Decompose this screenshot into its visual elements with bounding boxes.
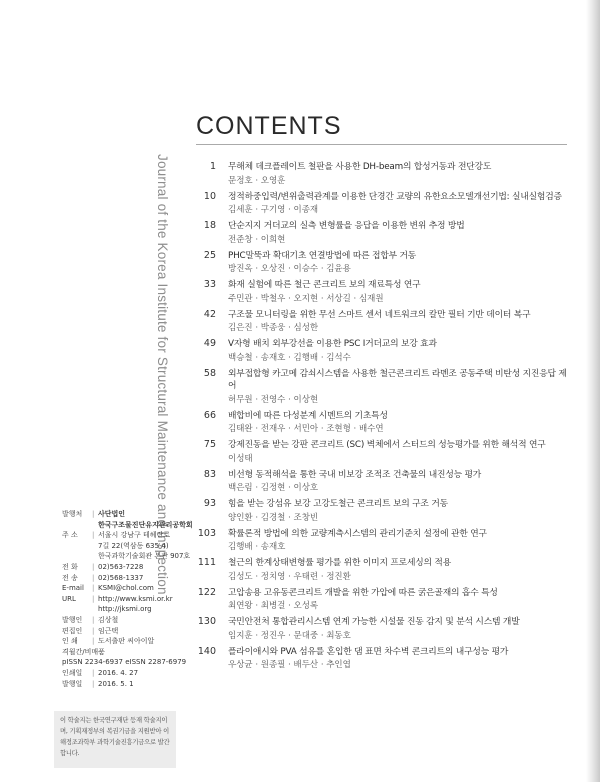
heading-divider [196,144,567,145]
page-edge-shadow [586,0,600,782]
toc-page-number: 42 [203,308,216,320]
toc-entry[interactable] [192,557,572,583]
toc-entry-body [228,191,572,217]
separator: | [92,637,95,646]
toc-article-authors: 임지훈 · 정진우 · 문대중 · 최동호 [228,630,351,641]
publisher-name: 한국구조물진단유지관리공학회 [98,520,193,529]
toc-article-title[interactable]: 힘을 받는 강섬유 보강 고강도철근 콘크리트 보의 구조 거동 [228,499,448,509]
toc-article-title[interactable]: 철근의 한계상태변형률 평가를 위한 이미지 프로세싱의 적용 [228,558,452,568]
publish-date-label: 발행일 [62,679,83,688]
url-label: URL [62,594,76,603]
toc-article-authors: 주민관 · 박철우 · 오지현 · 서상길 · 심재원 [228,293,384,304]
separator: | [92,584,95,593]
editor-label: 편집인 [62,626,83,635]
toc-entry-body [228,616,572,642]
issuer-label: 발행인 [62,615,83,624]
toc-article-authors: 문정호 · 오영훈 [228,175,286,186]
editor-value: 임근택 [98,626,119,635]
toc-entry-body [228,220,572,246]
toc-page-number: 140 [197,645,216,657]
print-date-row [62,668,180,679]
toc-article-title[interactable]: 구조물 모니터링을 위한 무선 스마트 센서 네트워크의 칼만 필터 기반 데이터 복구 [228,309,531,320]
separator: | [92,573,95,582]
toc-entry-body [228,368,572,406]
toc-entry-body [228,338,572,364]
toc-entry[interactable] [192,368,572,406]
toc-article-title[interactable]: 화재 실험에 따른 철근 콘크리트 보의 재료특성 연구 [228,280,421,290]
toc-entry[interactable] [192,279,572,305]
email-link[interactable]: KSMI@chol.com [98,584,154,593]
printer-value: 도서출판 씨아이알 [98,637,155,646]
address-line-3: 한국과학기술회관 본관 907호 [98,552,191,561]
email-label: E-mail [62,584,84,593]
toc-article-title[interactable]: 외부접합형 카고메 감쇠시스템을 사용한 철근콘크리트 라멘조 공동주택 비탄성 지진응답 제어 [228,368,567,391]
issuer-row [62,615,180,626]
separator: | [92,668,95,677]
separator: | [92,679,95,688]
publisher-label: 발행처 [62,510,83,518]
toc-article-title[interactable]: 국민안전처 통합관리시스템 연계 가능한 시설물 진동 감지 및 분석 시스템 개발 [228,617,520,627]
toc-entry[interactable] [192,410,572,436]
toc-page-number: 122 [197,586,216,598]
toc-entry-body [228,646,572,672]
fax-row [62,573,180,584]
separator: | [92,531,95,540]
toc-article-authors: 김은진 · 박종웅 · 심성한 [228,323,319,333]
colophon [62,509,193,689]
funding-notice: 이 학술지는 한국연구재단 등재 학술지이며, 기획재정부의 복권기금을 지원받아 이해정조과학부 과학기술진흥기금으로 발간합니다. [54,711,176,768]
toc-article-title[interactable]: 비선형 동적해석을 통한 국내 비보강 조적조 건축물의 내진성능 평가 [228,469,482,480]
contents-heading: CONTENTS [196,112,342,140]
toc-page-number: 33 [203,279,216,290]
fax-label: 전 송 [62,573,78,582]
separator: | [92,626,95,635]
publish-date-row [62,679,180,690]
toc-page-number: 1 [209,161,216,172]
issn-numbers: pISSN 2234-6937 eISSN 2287-6979 [62,658,187,667]
table-of-contents [192,161,572,675]
toc-page-number: 25 [203,249,216,261]
toc-article-title[interactable]: 무해체 데크플레이트 철판을 사용한 DH-beam의 합성거동과 전단강도 [228,162,492,172]
toc-article-title[interactable]: 강제진동을 받는 강판 콘크리트 (SC) 벽체에서 스터드의 성능평가를 위한 해석적 연구 [228,440,546,450]
address-line-1: 서울시 강남구 테헤란로 [98,531,171,540]
toc-article-title[interactable]: V자형 배치 외부강선을 이용한 PSC I거더교의 보강 효과 [228,339,437,349]
address-row [62,530,180,541]
journal-website-link[interactable]: http://jksmi.org [98,605,152,614]
toc-page-number: 75 [203,439,216,450]
toc-article-title[interactable]: 배합비에 따른 다성분계 시멘트의 기초특성 [228,410,388,421]
separator: | [92,510,95,518]
separator: | [92,615,95,624]
url-row [62,594,180,605]
toc-entry-body [228,498,572,524]
toc-entry[interactable] [192,191,572,217]
address-label: 주 소 [62,531,78,540]
toc-article-authors: 우상균 · 원종필 · 배두산 · 추인엽 [228,660,351,670]
toc-entry[interactable] [192,469,572,495]
toc-page-number: 49 [203,338,216,349]
toc-entry-body [228,161,572,187]
toc-page-number: 111 [197,557,216,568]
toc-entry[interactable] [192,498,572,524]
address-line-2: 7길 22(역삼동 635-4) [98,541,169,550]
toc-entry[interactable] [192,646,572,672]
toc-page-number: 10 [203,190,216,202]
toc-article-authors: 백승철 · 송재호 · 김행배 · 김석수 [228,352,351,363]
toc-page-number: 58 [203,367,216,379]
printer-row [62,636,180,647]
toc-entry-body [228,279,572,305]
toc-entry[interactable] [192,220,572,246]
toc-entry-body [228,528,572,554]
toc-page-number: 130 [197,616,216,627]
tel-value: 02)563-7228 [98,562,144,571]
journal-title-vertical: Journal of the Korea Institute for Structural Maintenance and Inspection [155,154,170,595]
toc-entry[interactable] [192,439,572,465]
publication-frequency: 격월간/비매품 [62,647,105,656]
toc-page-number: 103 [197,527,216,539]
toc-article-authors: 이성태 [228,453,253,464]
toc-article-authors: 방진옥 · 오상진 · 이승수 · 김윤용 [228,264,351,274]
toc-entry-body [228,309,572,335]
toc-article-authors: 백은림 · 김정현 · 이상호 [228,483,319,493]
website-link[interactable]: http://www.ksmi.or.kr [98,594,173,603]
toc-article-authors: 최연왕 · 최병걸 · 오성록 [228,601,319,611]
toc-entry[interactable] [192,161,572,187]
issuer-value: 김상철 [98,615,119,624]
toc-article-title[interactable]: PHC말뚝과 확대기초 연결방법에 따른 접합부 거동 [228,250,417,261]
toc-article-title[interactable]: 고압송용 고유동콘크리트 개발을 위한 가압에 따른 굵은골재의 흡수 특성 [228,587,498,598]
toc-entry[interactable] [192,528,572,554]
toc-article-title[interactable]: 정적하중입력/변위출력관계를 이용한 단경간 교량의 유한요소모델개선기법: 실내실험검증 [228,191,562,202]
toc-entry[interactable] [192,616,572,642]
toc-article-authors: 양인환 · 김경철 · 조창빈 [228,512,319,523]
toc-article-title[interactable]: 플라이애시와 PVA 섬유를 혼입한 댐 표면 차수벽 콘크리트의 내구성능 평가 [228,646,509,657]
toc-article-title[interactable]: 확률론적 방법에 의한 교량계측시스템의 관리기준치 설정에 관한 연구 [228,528,487,539]
fax-value: 02)568-1337 [98,573,144,582]
toc-page-number: 18 [203,220,216,231]
toc-article-authors: 허무원 · 전영수 · 이상현 [228,394,319,405]
toc-entry-body [228,557,572,583]
toc-article-title[interactable]: 단순지지 거더교의 실측 변형률을 응답을 이용한 변위 추정 방법 [228,221,465,231]
publisher-kind: 사단법인 [98,510,126,518]
toc-entry-body [228,439,572,465]
toc-article-authors: 김성도 · 정치영 · 우태련 · 정진환 [228,571,351,582]
printer-label: 인 쇄 [62,637,78,646]
toc-entry[interactable] [192,338,572,364]
toc-page-number: 83 [203,468,216,480]
toc-entry-body [228,469,572,495]
tel-row [62,562,180,573]
toc-entry[interactable] [192,250,572,276]
toc-article-authors: 김행배 · 송재호 [228,542,286,552]
editor-row [62,626,180,637]
toc-entry-body [228,250,572,276]
toc-page-number: 66 [203,409,216,421]
print-date-value: 2016. 4. 27 [98,668,139,677]
toc-entry-body [228,587,572,613]
tel-label: 전 화 [62,562,78,571]
publish-date-value: 2016. 5. 1 [98,679,134,688]
toc-article-authors: 김세훈 · 구기영 · 이종재 [228,205,319,215]
toc-entry-body [228,410,572,436]
toc-page-number: 93 [203,498,216,509]
publisher-row [62,509,180,520]
toc-entry[interactable] [192,309,572,335]
toc-article-authors: 전준창 · 이희현 [228,234,286,245]
email-row [62,583,180,594]
toc-entry[interactable] [192,587,572,613]
separator: | [92,562,95,571]
print-date-label: 인쇄일 [62,668,83,677]
separator: | [92,594,95,603]
toc-article-authors: 김태완 · 전재우 · 서민아 · 조현형 · 배수연 [228,424,384,434]
